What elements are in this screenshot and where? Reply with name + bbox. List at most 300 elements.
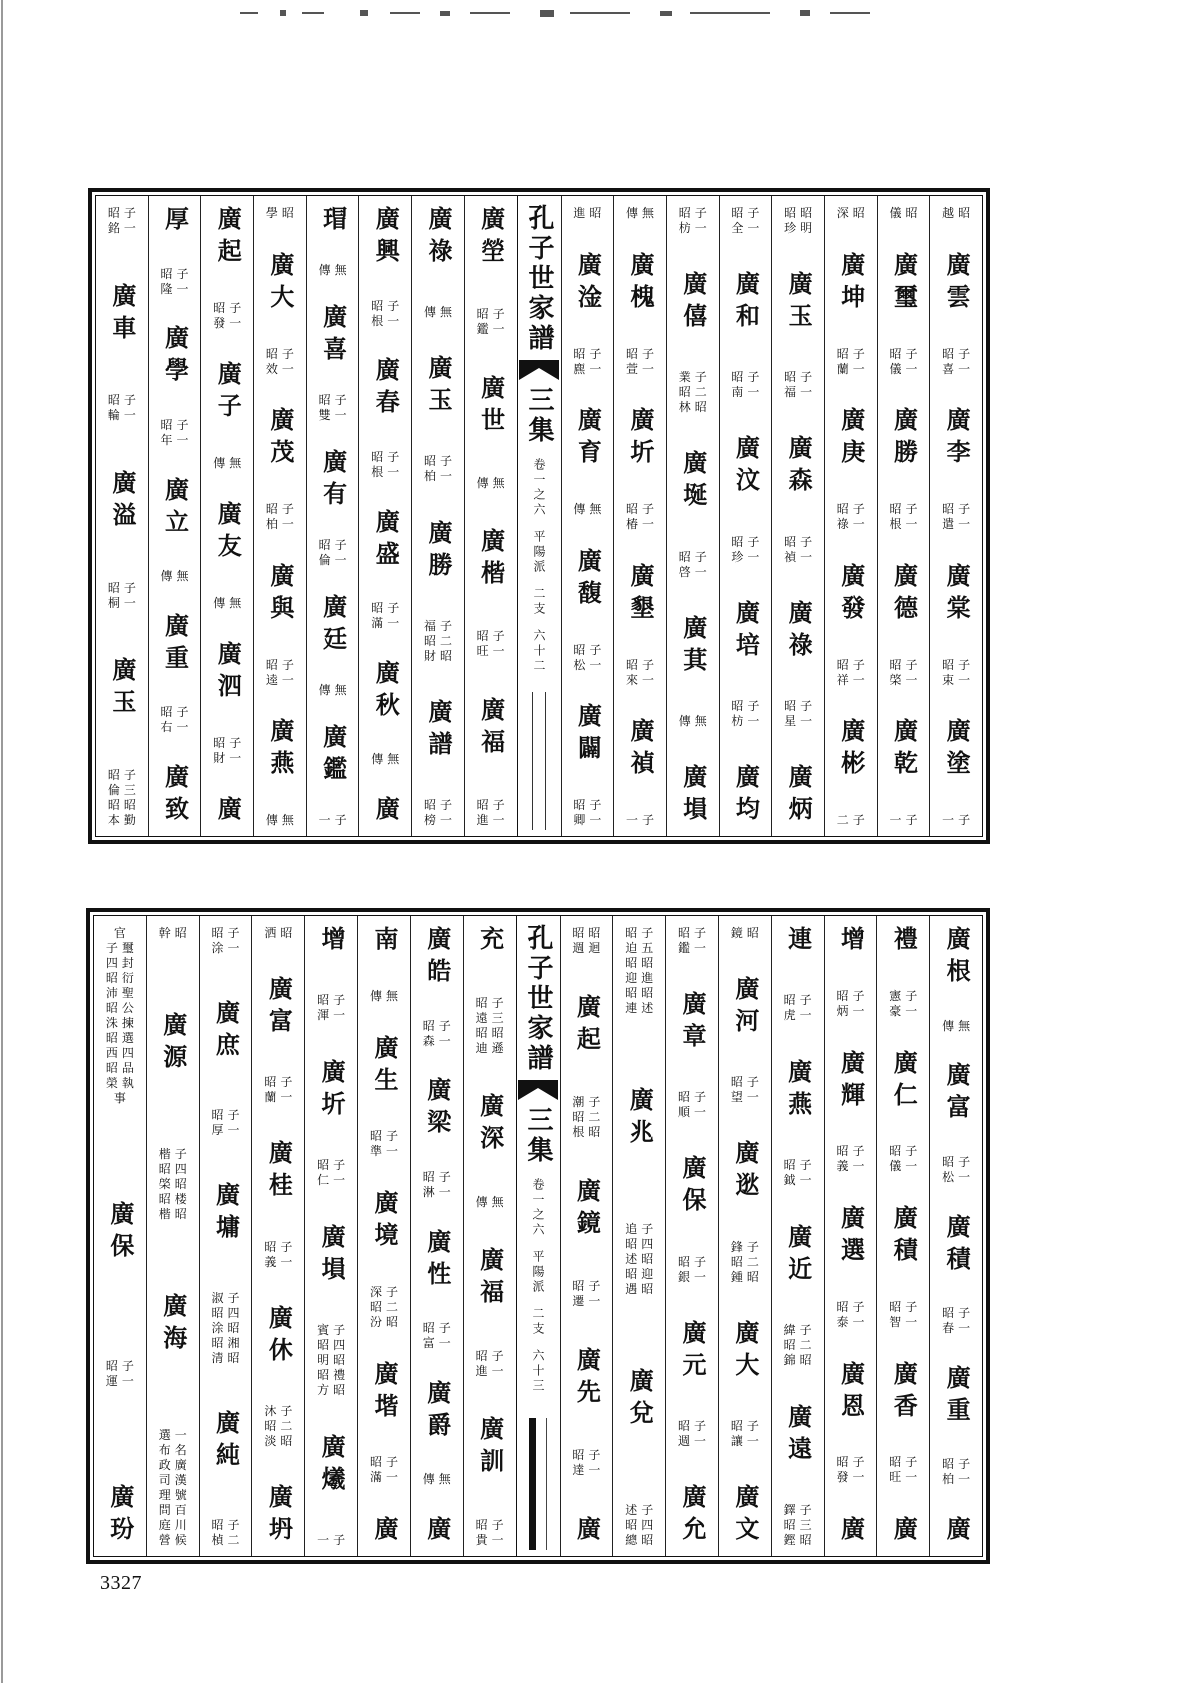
- annotation: [885, 813, 921, 828]
- annotation-line: 昭子: [942, 346, 975, 361]
- genealogy-name: 廣汶: [731, 435, 761, 500]
- division-label: 二支: [531, 1307, 545, 1337]
- annotation: [727, 1419, 763, 1449]
- annotation: [568, 1279, 604, 1309]
- genealogy-name: 廣璽: [889, 251, 919, 316]
- genealogy-name: 廣積: [942, 1213, 972, 1278]
- left-column-8: [94, 916, 146, 1556]
- genealogy-name: 廣生: [369, 1034, 399, 1099]
- annotation-line: 深昭: [836, 206, 869, 220]
- annotation-line: 富一: [422, 1336, 455, 1351]
- annotation-line: 傳無: [213, 595, 246, 610]
- genealogy-name: 廣育: [573, 407, 603, 472]
- annotation-line: 布名: [158, 1443, 191, 1457]
- annotation-line: 淋一: [422, 1184, 455, 1199]
- genealogy-name: 廣祿: [784, 599, 814, 664]
- genealogy-name: 廣: [942, 1516, 972, 1548]
- genealogy-name: 廣勝: [889, 407, 919, 472]
- annotation-line: 昭子: [836, 1144, 869, 1159]
- annotation-line: 昭子: [573, 346, 606, 361]
- annotation-line: 柏一: [265, 517, 298, 531]
- genealogy-name: 廣墉: [211, 1182, 241, 1247]
- annotation: [727, 206, 763, 236]
- annotation-line: 財一: [213, 750, 246, 765]
- annotation: [209, 736, 245, 766]
- annotation-line: 棨昭: [158, 1177, 191, 1191]
- genealogy-name: 廣: [572, 1515, 602, 1548]
- annotation-line: 昭子: [476, 307, 509, 322]
- annotation-line: 傳無: [318, 683, 351, 698]
- annotation-line: 淡昭: [264, 1433, 297, 1448]
- genealogy-name: 廣廷: [318, 593, 348, 658]
- annotation: [315, 813, 351, 828]
- annotation-line: 昭衍: [105, 971, 138, 985]
- left-column-6: [199, 916, 252, 1556]
- annotation: [157, 267, 193, 297]
- genealogy-name: 廣境: [369, 1190, 399, 1254]
- genealogy-name: 廣譜: [423, 698, 453, 763]
- annotation-line: 昭三: [783, 1517, 816, 1532]
- annotation-line: 官: [113, 926, 130, 940]
- annotation: [260, 1075, 296, 1105]
- annotation-line: 傳無: [573, 502, 606, 516]
- folio-number: 六十三: [531, 1349, 545, 1394]
- right-column-3: [824, 916, 877, 1556]
- annotation-line: 昭子: [264, 1239, 297, 1254]
- book-title: 孔子世家譜: [523, 924, 553, 1074]
- annotation-line: 述子: [625, 1503, 658, 1517]
- annotation-line: 昭子: [476, 797, 509, 812]
- annotation-line: 昭子: [317, 993, 350, 1008]
- annotation-line: 昭品: [105, 1061, 138, 1075]
- annotation-line: 準一: [369, 1144, 402, 1159]
- genealogy-name: 廣性: [422, 1228, 452, 1293]
- annotation-line: 昭子: [423, 454, 456, 469]
- annotation-line: 昭二: [423, 633, 456, 648]
- genealogy-name: 瑁: [318, 206, 348, 238]
- annotation: [622, 813, 658, 828]
- annotation: [621, 926, 657, 1016]
- annotation-line: 昭子: [211, 926, 244, 940]
- genealogy-name: 廣坍: [264, 1483, 294, 1548]
- annotation-line: 淑子: [211, 1290, 244, 1305]
- annotation-line: 昭子: [422, 1321, 455, 1336]
- genealogy-name: 廣春: [371, 357, 401, 422]
- annotation-line: 一子: [318, 812, 351, 827]
- annotation: [727, 1240, 763, 1285]
- annotation: [473, 798, 509, 828]
- genealogy-name: 廣桂: [264, 1140, 294, 1205]
- annotation-line: 桐一: [107, 595, 140, 610]
- annotation-line: 沐子: [264, 1403, 297, 1418]
- annotation: [833, 347, 869, 377]
- annotation: [104, 581, 140, 611]
- genealogy-name: 廣楷: [476, 528, 506, 593]
- annotation-line: 潮子: [572, 1095, 605, 1110]
- annotation: [367, 299, 403, 329]
- annotation-line: 財昭: [423, 648, 456, 663]
- genealogy-name: 廣致: [160, 764, 190, 828]
- annotation-line: 昭迎: [625, 1267, 658, 1281]
- annotation-line: 學昭: [265, 206, 298, 220]
- annotation-line: 昭四: [317, 1338, 350, 1353]
- annotation: [780, 1158, 816, 1188]
- annotation-line: 週迴: [572, 941, 605, 955]
- annotation: [262, 658, 298, 688]
- genealogy-name: 廣爵: [422, 1379, 452, 1444]
- annotation: [155, 1428, 191, 1548]
- annotation: [675, 206, 711, 236]
- genealogy-name: 廣塗: [942, 718, 972, 783]
- annotation: [780, 1323, 816, 1368]
- genealogy-name: 廣大: [265, 251, 295, 316]
- annotation: [262, 813, 298, 828]
- annotation-line: 越昭: [942, 206, 975, 220]
- annotation-line: 昭昭: [572, 926, 605, 940]
- genealogy-name: 廣盛: [371, 508, 401, 573]
- genealogy-name: 廣闢: [573, 703, 603, 768]
- genealogy-name: 廣文: [730, 1483, 760, 1548]
- annotation-line: 昭子: [889, 657, 922, 672]
- annotation: [938, 813, 974, 828]
- right-column-7: [613, 196, 666, 836]
- annotation-line: 榜一: [423, 812, 456, 827]
- annotation-line: 昭子: [318, 393, 351, 408]
- annotation: [675, 550, 711, 580]
- annotation-line: 昭子: [318, 538, 351, 553]
- annotation-line: 鉞一: [783, 1173, 816, 1188]
- genealogy-name: 廣皓: [422, 926, 452, 990]
- annotation-line: 一子: [317, 1532, 350, 1547]
- genealogy-name: 廣萁: [678, 614, 708, 679]
- annotation: [833, 206, 869, 221]
- fold-bar: [517, 1418, 560, 1550]
- annotation-line: 昭公: [105, 1001, 138, 1015]
- genealogy-name: 廣車: [107, 282, 137, 347]
- annotation-line: 昭子: [678, 926, 711, 940]
- annotation: [885, 1300, 921, 1330]
- annotation-line: 枋一: [678, 221, 711, 235]
- annotation-line: 營候: [158, 1533, 191, 1547]
- annotation-line: 發一: [213, 315, 246, 330]
- annotation-line: 松一: [573, 657, 606, 672]
- annotation-line: 昭子: [572, 1448, 605, 1463]
- genealogy-name: 廣兌: [625, 1368, 655, 1432]
- annotation: [157, 418, 193, 448]
- genealogy-name: 廣乾: [889, 718, 919, 783]
- genealogy-name: 廣堦: [369, 1360, 399, 1425]
- annotation-line: 昭子: [783, 1158, 816, 1173]
- annotation: [938, 347, 974, 377]
- annotation-line: 事: [113, 1091, 130, 1105]
- annotation-line: 昭子: [572, 1279, 605, 1294]
- annotation-line: 昭子: [573, 798, 606, 812]
- genealogy-name: 廣遠: [783, 1403, 813, 1468]
- genealogy-name: 廣燕: [265, 718, 295, 783]
- genealogy-name: 廣森: [784, 435, 814, 500]
- fishtail-mark-icon: [518, 1080, 558, 1100]
- annotation-line: 厚一: [211, 1123, 244, 1138]
- annotation: [938, 1155, 974, 1185]
- right-column-1: [929, 196, 982, 836]
- left-column-4: [304, 916, 357, 1556]
- annotation-line: 根一: [371, 313, 404, 328]
- annotation: [208, 926, 244, 956]
- annotation-line: 昭子: [784, 698, 817, 713]
- genealogy-name: 充: [475, 926, 505, 958]
- genealogy-name: 廣埏: [678, 450, 708, 515]
- annotation-line: 輪一: [107, 408, 140, 423]
- genealogy-name: 廣學: [160, 325, 190, 390]
- annotation-line: 柏一: [423, 469, 456, 484]
- annotation-line: 深子: [369, 1284, 402, 1299]
- annotation-line: 發一: [836, 1470, 869, 1485]
- annotation: [472, 996, 508, 1056]
- right-column-5: [719, 196, 772, 836]
- annotation: [885, 1455, 921, 1485]
- right-column-6: [666, 196, 719, 836]
- annotation-line: 年一: [160, 432, 193, 447]
- annotation-line: 珍明: [784, 221, 817, 235]
- annotation-line: 昭子: [783, 993, 816, 1008]
- annotation-line: 楨二: [211, 1532, 244, 1547]
- annotation-line: 楷昭: [158, 1207, 191, 1221]
- annotation: [727, 699, 763, 729]
- right-column-1: [929, 916, 982, 1556]
- annotation: [885, 502, 921, 532]
- genealogy-name: 廣棠: [942, 562, 972, 627]
- annotation-line: 昭子: [369, 1129, 402, 1144]
- genealogy-name: 連: [783, 926, 813, 958]
- annotation-line: 炳一: [836, 1003, 869, 1018]
- annotation-line: 星一: [784, 713, 817, 728]
- annotation: [419, 1019, 455, 1049]
- annotation-line: 昭子: [730, 1418, 763, 1433]
- annotation-line: 昭二: [730, 1254, 763, 1269]
- annotation: [780, 993, 816, 1023]
- column-strip: [95, 195, 983, 837]
- annotation-line: 昭子: [371, 449, 404, 464]
- left-column-3: [358, 196, 411, 836]
- annotation: [419, 1321, 455, 1351]
- genealogy-name: 廣選: [836, 1205, 866, 1269]
- annotation-line: 儀昭: [889, 206, 922, 220]
- center-fold-column: [516, 916, 560, 1556]
- left-column-7: [146, 916, 199, 1556]
- annotation: [780, 206, 816, 236]
- annotation-line: 昭子: [731, 206, 764, 220]
- genealogy-name: 廣喜: [318, 303, 348, 368]
- annotation-line: 問百: [158, 1503, 191, 1517]
- annotation-line: 昭二: [264, 1418, 297, 1433]
- annotation-line: 昭子: [264, 1075, 297, 1090]
- genealogy-name: 廣彬: [836, 718, 866, 783]
- annotation-line: 選一: [158, 1428, 191, 1442]
- annotation: [569, 502, 605, 517]
- annotation: [938, 1457, 974, 1487]
- annotation-line: 祿一: [836, 517, 869, 531]
- genealogy-name: 廣馥: [573, 547, 603, 612]
- annotation-line: 昭子: [371, 601, 404, 616]
- annotation-line: 昭子: [942, 1154, 975, 1169]
- annotation-line: 昭子: [160, 705, 193, 720]
- genealogy-name: 廣: [422, 1516, 452, 1548]
- annotation: [208, 1291, 244, 1366]
- column-strip: [93, 915, 983, 1557]
- annotation-line: 洒昭: [264, 926, 297, 940]
- annotation-line: 效一: [265, 361, 298, 376]
- annotation-line: 森一: [422, 1033, 455, 1048]
- annotation: [419, 1170, 455, 1200]
- annotation-line: 傳無: [942, 1018, 975, 1033]
- genealogy-name: 廣有: [318, 448, 348, 513]
- right-column-7: [612, 916, 665, 1556]
- annotation-line: 子璽: [105, 941, 138, 955]
- annotation: [938, 1306, 974, 1336]
- annotation: [366, 1129, 402, 1159]
- annotation: [420, 305, 456, 320]
- annotation-line: 滿一: [371, 616, 404, 631]
- annotation-line: 昭子: [107, 393, 140, 408]
- annotation-line: 雙一: [318, 408, 351, 423]
- left-column-1: [464, 196, 517, 836]
- genealogy-name: 廣積: [889, 1205, 919, 1269]
- genealogy-name: 廣鏡: [572, 1177, 602, 1242]
- annotation: [104, 393, 140, 423]
- genealogy-name: 廣允: [678, 1483, 708, 1548]
- annotation: [833, 813, 869, 828]
- annotation: [420, 619, 456, 664]
- annotation-line: 昭子: [889, 1144, 922, 1159]
- genealogy-name: 廣起: [572, 993, 602, 1058]
- annotation-line: 迪遜: [475, 1040, 508, 1055]
- annotation-line: 傳無: [160, 569, 193, 584]
- annotation: [262, 347, 298, 377]
- genealogy-name: 廣大: [730, 1319, 760, 1384]
- annotation-line: 豪一: [889, 1003, 922, 1018]
- genealogy-name: 南: [369, 926, 399, 958]
- annotation-line: 滿一: [369, 1470, 402, 1485]
- annotation-line: 幹昭: [158, 926, 191, 940]
- annotation-line: 洙揀: [105, 1016, 138, 1030]
- annotation-line: 昭子: [573, 642, 606, 657]
- annotation-line: 昭湘: [211, 1335, 244, 1350]
- annotation: [262, 206, 298, 221]
- annotation-line: 傳無: [369, 988, 402, 1003]
- annotation-line: 四封: [105, 956, 138, 970]
- genealogy-name: 廣福: [475, 1247, 505, 1312]
- genealogy-name: 廣塤: [317, 1223, 347, 1288]
- annotation-line: 柏一: [942, 1472, 975, 1487]
- annotation-line: 昭子: [423, 797, 456, 812]
- annotation: [472, 1349, 508, 1379]
- annotation-line: 啓一: [678, 564, 711, 579]
- annotation-line: 本勤: [107, 812, 140, 827]
- annotation-line: 昭昭: [625, 986, 658, 1000]
- annotation: [367, 450, 403, 480]
- annotation: [472, 1518, 508, 1548]
- genealogy-name: 廣仁: [889, 1049, 919, 1114]
- genealogy-name: 廣福: [476, 696, 506, 761]
- annotation-line: 鏡昭: [730, 926, 763, 940]
- annotation: [568, 1448, 604, 1478]
- annotation: [622, 206, 658, 221]
- annotation-line: 昭子: [107, 580, 140, 595]
- annotation-line: 棨一: [889, 672, 922, 687]
- annotation-line: 進一: [475, 1363, 508, 1378]
- annotation-line: 二子: [836, 813, 869, 827]
- upper-page-panel: [88, 188, 990, 844]
- annotation: [315, 393, 351, 423]
- annotation: [569, 643, 605, 673]
- annotation-line: 昭昭: [475, 1025, 508, 1040]
- genealogy-name: 廣玉: [423, 355, 453, 420]
- annotation-line: 追子: [625, 1222, 658, 1236]
- annotation-line: 迎進: [625, 971, 658, 985]
- genealogy-name: 廣溢: [107, 469, 137, 534]
- genealogy-name: 廣槐: [626, 251, 656, 316]
- annotation: [473, 476, 509, 491]
- annotation: [313, 1323, 349, 1398]
- annotation-line: 連述: [625, 1001, 658, 1015]
- annotation-line: 昭子: [369, 1455, 402, 1470]
- annotation: [885, 658, 921, 688]
- annotation-line: 昭子: [678, 549, 711, 564]
- annotation-line: 旺一: [476, 644, 509, 659]
- lower-page-panel: [86, 908, 990, 1564]
- genealogy-name: 廣淦: [573, 251, 603, 316]
- annotation-line: 昭子: [213, 300, 246, 315]
- left-column-1: [463, 916, 516, 1556]
- annotation-line: 鑑一: [678, 941, 711, 955]
- annotation: [674, 926, 710, 956]
- annotation-line: 昭子: [678, 1254, 711, 1269]
- annotation-line: 傳無: [318, 263, 351, 278]
- annotation: [157, 569, 193, 584]
- annotation-line: 昭子: [942, 1306, 975, 1321]
- annotation-line: 明昭: [317, 1353, 350, 1368]
- annotation-line: 昭子: [784, 370, 817, 385]
- annotation-line: 南一: [731, 385, 764, 400]
- annotation-line: 司漢: [158, 1473, 191, 1487]
- annotation-line: 全一: [731, 221, 764, 235]
- annotation-line: 昭二: [678, 385, 711, 400]
- annotation-line: 昭子: [731, 534, 764, 549]
- annotation: [675, 714, 711, 729]
- annotation-line: 椿一: [626, 517, 659, 531]
- genealogy-name: 廣逖: [730, 1140, 760, 1205]
- genealogy-name: 廣兆: [625, 1087, 655, 1151]
- annotation-line: 昭子: [265, 657, 298, 672]
- genealogy-name: 廣塤: [678, 763, 708, 828]
- annotation-line: 傳無: [475, 1194, 508, 1209]
- left-column-6: [200, 196, 253, 836]
- annotation: [727, 535, 763, 565]
- annotation-line: 傳無: [678, 713, 711, 728]
- genealogy-name: 廣輝: [836, 1049, 866, 1114]
- annotation: [832, 1144, 868, 1174]
- annotation-line: 昭子: [626, 502, 659, 516]
- annotation-line: 庭川: [158, 1518, 191, 1532]
- annotation: [674, 1419, 710, 1449]
- annotation-line: 昭子: [889, 502, 922, 516]
- genealogy-name: 廣梁: [422, 1077, 452, 1142]
- annotation: [155, 1147, 191, 1222]
- annotation-line: 昭子: [211, 1517, 244, 1532]
- genealogy-name: 廣元: [678, 1319, 708, 1384]
- annotation-line: 昭子: [626, 346, 659, 361]
- annotation-line: 萱一: [626, 361, 659, 376]
